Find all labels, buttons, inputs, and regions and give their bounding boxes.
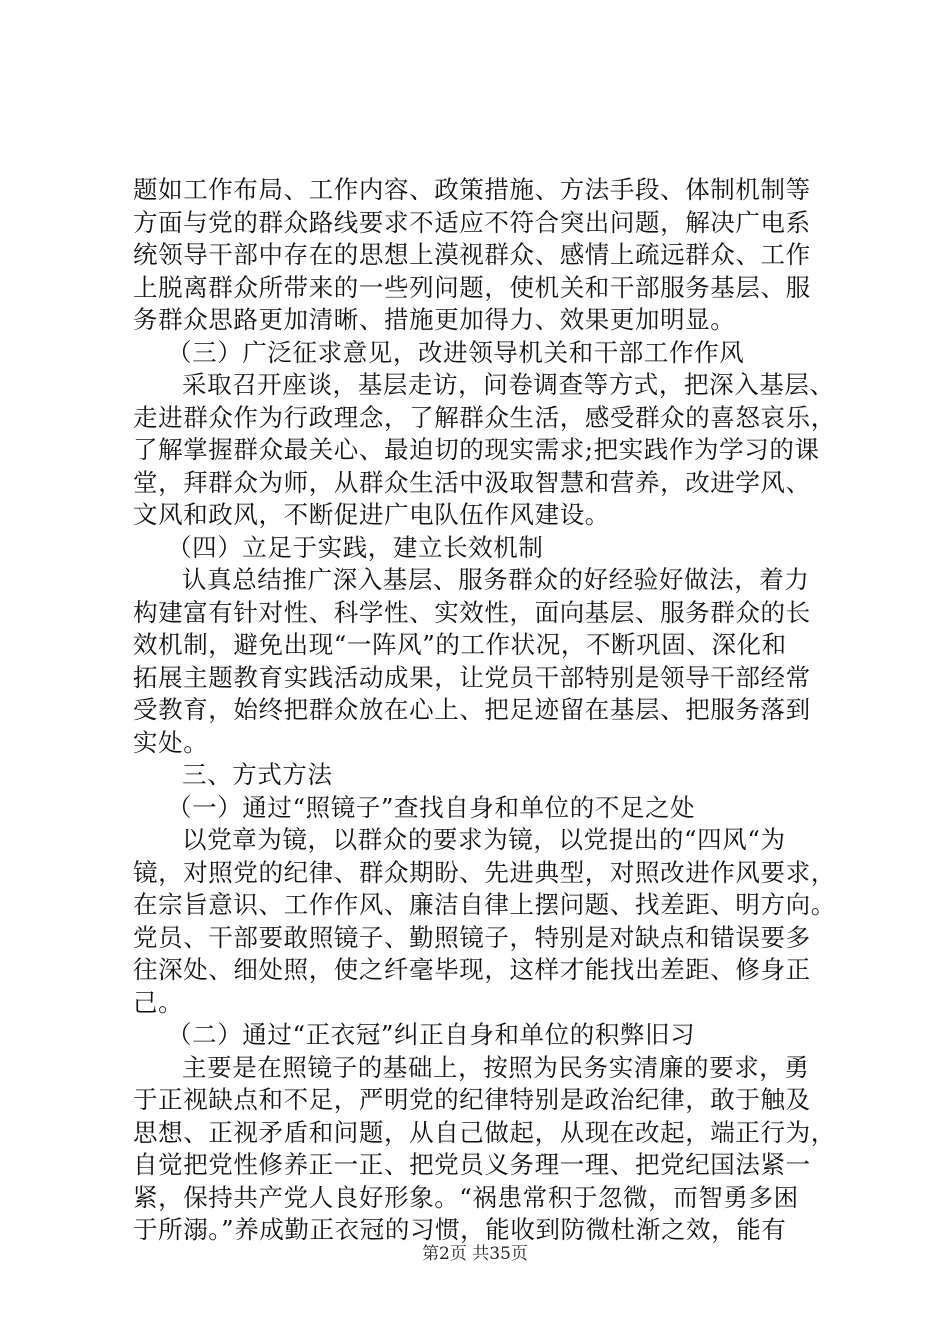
text-line: 方面与党的群众路线要求不适应不符合突出问题，解决广电系 [133,207,811,237]
page-footer: 第2页 共35页 [422,1244,528,1264]
document-body [133,174,836,1247]
text-line: 务群众思路更加清晰、措施更加得力、效果更加明显。 [133,305,736,334]
text-line: 效机制，避免出现“一阵风”的工作状况，不断巩固、深化和 [133,630,787,659]
text-line: 镜，对照党的纪律、群众期盼、先进典型，对照改进作风要求， [133,857,836,887]
text-line: 采取召开座谈，基层走访，问卷调查等方式，把深入基层、 [182,370,835,399]
text-line: 统领导干部中存在的思想上漠视群众、感情上疏远群众、工作 [133,240,811,269]
text-line: 党员、干部要敢照镜子、勤照镜子，特别是对缺点和错误要多 [133,922,811,952]
text-line: 自觉把党性修养正一正、把党员义务理一理、把党纪国法紧一 [133,1150,811,1179]
text-line: 往深处、细处照，使之纤毫毕现，这样才能找出差距、修身正 [133,955,811,984]
text-line: 题如工作布局、工作内容、政策措施、方法手段、体制机制等 [133,175,811,204]
section-heading: （三）广泛征求意见，改进领导机关和干部工作作风 [167,337,745,367]
text-line: 三、方式方法 [182,760,333,789]
text-line: 拓展主题教育实践活动成果，让党员干部特别是领导干部经常 [133,662,811,692]
text-line: 以党章为镜，以群众的要求为镜，以党提出的“四风“为 [182,825,786,854]
text-line: 主要是在照镜子的基础上，按照为民务实清廉的要求，勇 [182,1052,810,1082]
text-line: 于正视缺点和不足，严明党的纪律特别是政治纪律，敢于触及 [133,1085,811,1114]
text-line: 受教育，始终把群众放在心上、把足迹留在基层、把服务落到 [133,695,811,724]
text-line: 己。 [133,987,184,1017]
text-line: 文风和政风，不断促进广电队伍作风建设。 [133,500,610,529]
text-line: 紧，保持共产党人良好形象。“祸患常积于忽微，而智勇多困 [133,1182,799,1212]
text-line: 于所溺。”养成勤正衣冠的习惯，能收到防微杜渐之效，能有 [133,1215,787,1244]
text-line: 在宗旨意识、工作作风、廉洁自律上摆问题、找差距、明方向。 [133,890,836,919]
text-line: 了解掌握群众最关心、最迫切的现实需求;把实践作为学习的课 [133,435,820,464]
section-heading: （二）通过“正衣冠”纠正自身和单位的积弊旧习 [167,1020,696,1049]
text-line: 堂，拜群众为师，从群众生活中汲取智慧和营养，改进学风、 [133,467,811,497]
text-line: 上脱离群众所带来的一些列问题，使机关和干部服务基层、服 [133,272,811,302]
text-line: 构建富有针对性、科学性、实效性，面向基层、服务群众的长 [133,597,811,627]
section-heading: （一）通过“照镜子”查找自身和单位的不足之处 [167,792,696,822]
section-heading: （四）立足于实践，建立长效机制 [167,532,544,562]
text-line: 思想、正视矛盾和问题，从自己做起，从现在改起，端正行为， [133,1117,836,1147]
text-line: 认真总结推广深入基层、服务群众的好经验好做法，着力 [182,565,810,594]
text-line: 实处。 [133,727,209,757]
text-line: 走进群众作为行政理念，了解群众生活，感受群众的喜怒哀乐， [133,402,836,432]
